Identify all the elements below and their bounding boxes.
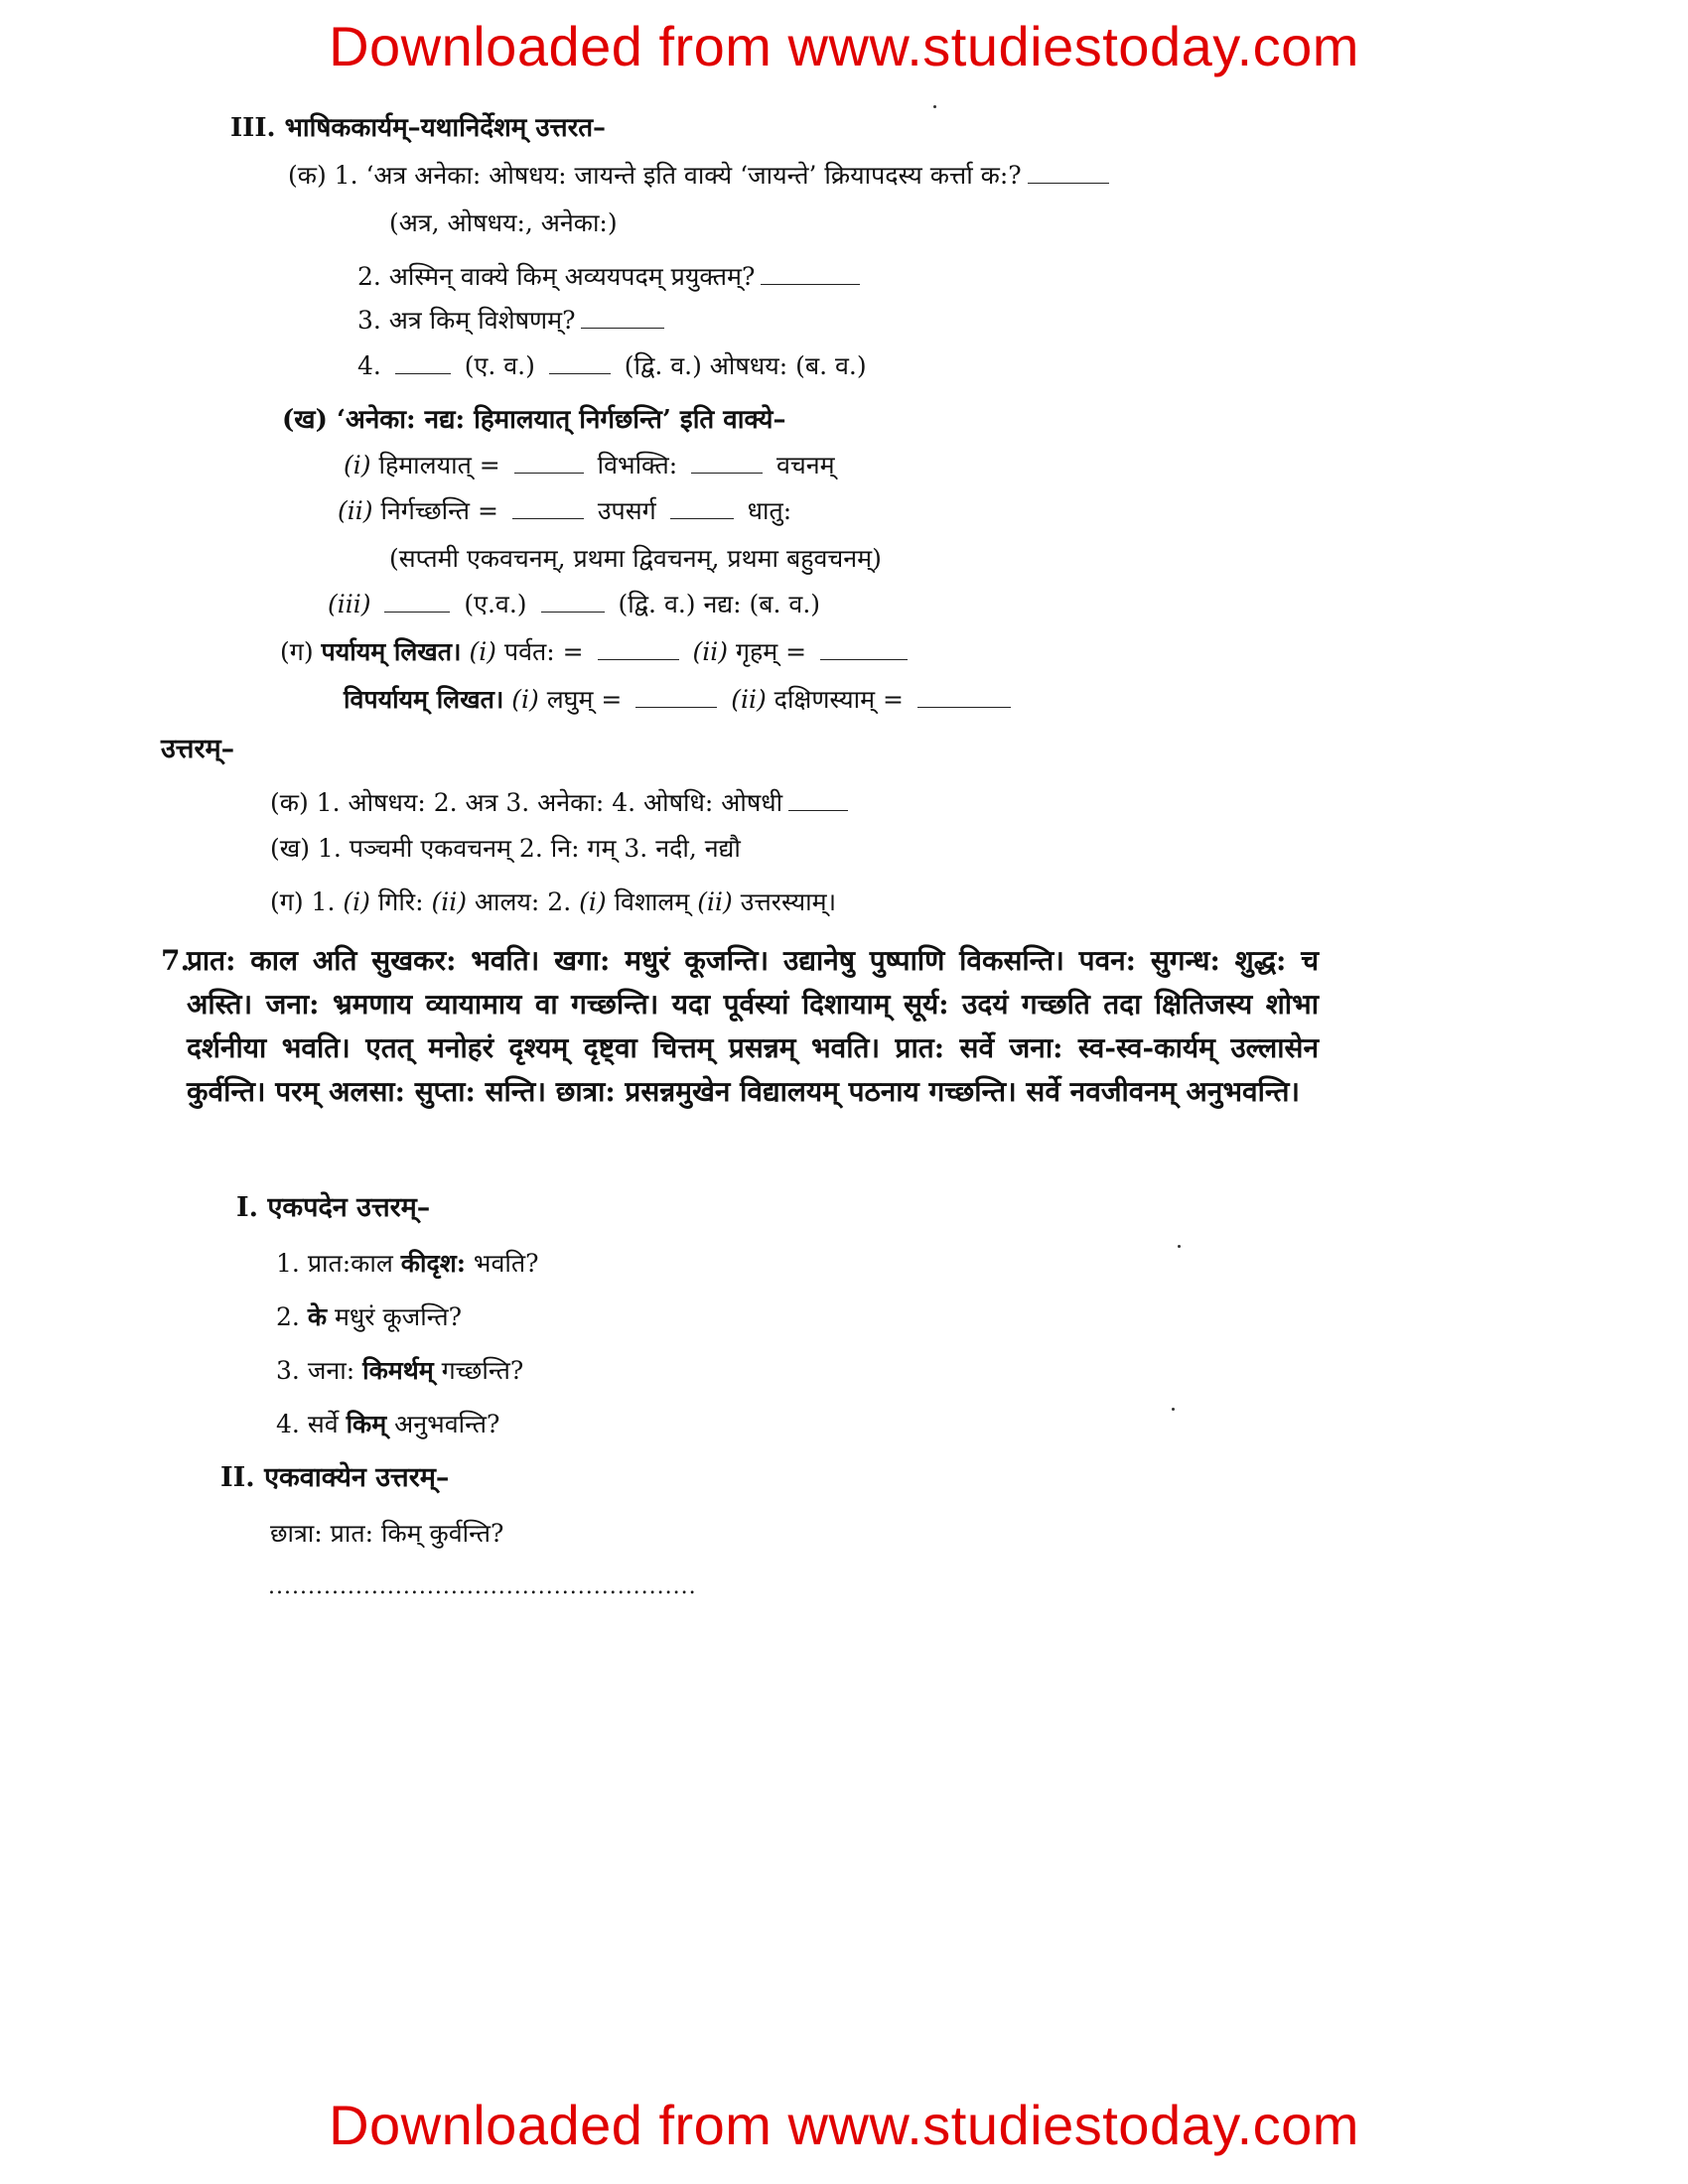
answer-blank (788, 793, 848, 812)
answer-ga-i: (i) (343, 887, 370, 916)
answer-ka (270, 786, 854, 820)
q7-I-q4-post: अनुभवन्ति? (394, 1410, 500, 1438)
kha-iii-num: (iii) (328, 590, 371, 618)
ga-ii-num: (ii) (692, 637, 728, 666)
answer-blank (917, 690, 1011, 709)
answer-blank (384, 595, 450, 614)
answers-heading: उत्तरम्– (161, 734, 235, 764)
answer-blank (549, 356, 611, 375)
answer-kha-text: 1. पञ्चमी एकवचनम् 2. नि: गम् 3. नदी, नद्यौ (317, 834, 741, 863)
ka-q1 (288, 159, 1115, 193)
section-3-roman: III. (230, 113, 276, 143)
q7-I-q3-pre: जना: (307, 1356, 355, 1385)
answer-ga-ii: (ii) (431, 887, 467, 916)
kha-i (344, 449, 835, 482)
q7-I-q2-bold: के (307, 1302, 328, 1331)
answer-ga-i2: (i) (579, 887, 607, 916)
q7-II-heading (220, 1461, 449, 1495)
kha-prompt (282, 403, 785, 437)
kha-i-num: (i) (344, 451, 371, 479)
ka-label: (क) (288, 161, 327, 190)
ga-label: (ग) (280, 637, 314, 666)
q7-II-question: छात्रा: प्रात: किम् कुर्वन्ति? (270, 1519, 504, 1548)
kha-ii-word: निर्गच्छन्ति = (380, 496, 498, 525)
ga-vii-num: (ii) (731, 685, 767, 714)
kha-iii-a: (ए.व.) (464, 590, 527, 618)
q7-I-q3-bold: किमर्थम् (362, 1356, 434, 1385)
answer-blank (514, 456, 584, 475)
header-banner: Downloaded from www.studiestoday.com (329, 15, 1359, 77)
footer-banner: Downloaded from www.studiestoday.com (329, 2094, 1359, 2156)
scan-speck (1172, 1408, 1175, 1411)
answer-blank (581, 311, 664, 330)
q7-I-q3-num: 3. (276, 1356, 300, 1385)
kha-i-mid: विभक्ति: (597, 451, 678, 479)
ka-q4-num: 4. (357, 351, 381, 380)
kha-i-word: हिमालयात् = (378, 451, 500, 479)
ka-q4 (357, 349, 867, 383)
q7-passage: प्रात: काल अति सुखकर: भवति। खगा: मधुरं कूजन्ति। उद्यानेषु पुष्पाणि विकसन्ति। पवन: सुगन्ध: शुद्ध: च अस्ति। जना: भ्रमणाय व्यायामाय वा गच्छन्ति। यदा पूर्वस्यां दिशायाम् सूर्य: उदयं गच्छति तदा क्षितिजस्य शोभा दर्शनीया भवति। एतत् मनोहरं दृश्यम् दृष्ट्वा चित्तम् प्रसन्नम् भवति। प्रात: सर्वे जना: स्व-स्व-कार्यम् उल्लासेन कुर्वन्ति। परम् अलसा: सुप्ता: सन्ति। छात्रा: प्रसन्नमुखेन विद्यालयम् पठनाय गच्छन्ति। सर्वे नवजीवनम् अनुभवन्ति। (187, 944, 1319, 1108)
q7-I-q1-pre: प्रात:काल (307, 1249, 393, 1278)
answer-ka-text: 1. ओषधय: 2. अत्र 3. अनेका: 4. ओषधि: ओषधी (316, 788, 783, 817)
q7-I-question-1 (276, 1247, 539, 1281)
kha-prompt-text: ‘अनेका: नद्य: हिमालयात् निर्गछन्ति’ इति वाक्ये– (336, 405, 786, 435)
ga-viparyaya-title: विपर्यायम् लिखत। (344, 685, 504, 714)
scan-speck (1178, 1245, 1181, 1248)
q7-number: 7. (161, 944, 191, 977)
answer-blank (512, 501, 584, 520)
q7-I-title: एकपदेन उत्तरम्– (267, 1192, 431, 1223)
kha-i-end: वचनम् (776, 451, 835, 479)
answer-blank (395, 356, 451, 375)
q7-I-q4-num: 4. (276, 1410, 300, 1438)
q7-I-q2-num: 2. (276, 1302, 300, 1331)
ka-q1-options: (अत्र, ओषधय:, अनेका:) (389, 208, 618, 237)
answer-ga-c: आलय: 2. (474, 887, 572, 916)
q7-I-q1-bold: कीदृश: (400, 1249, 466, 1278)
ga-vi-word: लघुम् = (546, 685, 623, 714)
q7-I-q4-pre: सर्वे (307, 1410, 339, 1438)
answer-ga-a: 1. (311, 887, 336, 916)
ga-i-num: (i) (469, 637, 496, 666)
kha-iii (328, 588, 820, 621)
q7-I-heading (236, 1191, 430, 1225)
answer-dotted-line: ...................................................... (268, 1574, 697, 1599)
answer-kha (270, 832, 741, 866)
answer-ga-d: विशालम् (614, 887, 690, 916)
ga-vi-num: (i) (511, 685, 539, 714)
answer-ga-label: (ग) (270, 887, 304, 916)
ka-q1-text: 1. ‘अत्र अनेका: ओषधय: जायन्ते इति वाक्ये ‘जायन्ते’ क्रियापदस्य कर्त्ता क:? (334, 161, 1022, 190)
kha-iii-b: (द्वि. व.) नद्य: (ब. व.) (618, 590, 821, 618)
answer-blank (1028, 166, 1109, 185)
q7-I-question-4 (276, 1408, 499, 1441)
answer-ga-ii2: (ii) (697, 887, 733, 916)
kha-ii-mid: उपसर्ग (597, 496, 656, 525)
q7-I-q3-post: गच्छन्ति? (441, 1356, 524, 1385)
answer-blank (670, 501, 734, 520)
kha-ii (338, 494, 791, 528)
q7-I-q1-num: 1. (276, 1249, 300, 1278)
answer-blank (541, 595, 605, 614)
answer-blank (761, 267, 860, 286)
answer-ga-b: गिरि: (377, 887, 424, 916)
answer-blank (635, 690, 717, 709)
answer-kha-label: (ख) (270, 834, 310, 863)
ga-vii-word: दक्षिणस्याम् = (774, 685, 904, 714)
q7-I-question-2 (276, 1300, 462, 1334)
section-3-title: भाषिककार्यम्–यथानिर्देशम् उत्तरत– (284, 113, 607, 143)
ga-viparyaya (344, 683, 1017, 717)
ka-q3 (357, 304, 670, 338)
kha-label: (ख) (282, 405, 328, 435)
q7-I-q4-bold: किम् (346, 1410, 387, 1438)
q7-II-title: एकवाक्येन उत्तरम्– (264, 1462, 450, 1493)
ga-paryaya (280, 635, 914, 669)
ka-q3-text: 3. अत्र किम् विशेषणम्? (357, 306, 576, 335)
q7-I-q2-post: मधुरं कूजन्ति? (334, 1302, 463, 1331)
kha-options: (सप्तमी एकवचनम्, प्रथमा द्विवचनम्, प्रथमा बहुवचनम्) (389, 544, 882, 573)
ka-q2-text: 2. अस्मिन् वाक्ये किम् अव्ययपदम् प्रयुक्तम्? (357, 262, 756, 291)
kha-ii-end: धातु: (747, 496, 792, 525)
answer-blank (598, 642, 679, 661)
answer-ga (270, 886, 836, 919)
ka-q2 (357, 260, 866, 294)
scan-speck (933, 105, 936, 108)
ka-q4-b: (द्वि. व.) ओषधय: (ब. व.) (624, 351, 867, 380)
answer-ga-e: उत्तरस्याम्। (740, 887, 837, 916)
ga-i-word: पर्वत: = (503, 637, 584, 666)
ka-q4-a: (ए. व.) (464, 351, 535, 380)
q7-I-roman: I. (236, 1192, 259, 1223)
answer-blank (820, 642, 908, 661)
section-3-heading (230, 111, 606, 145)
ga-paryaya-title: पर्यायम् लिखत। (321, 637, 462, 666)
q7-II-roman: II. (220, 1462, 255, 1493)
ga-ii-word: गृहम् = (735, 637, 807, 666)
q7-I-q1-post: भवति? (473, 1249, 539, 1278)
answer-ka-label: (क) (270, 788, 309, 817)
q7-I-question-3 (276, 1354, 523, 1388)
answer-blank (691, 456, 763, 475)
kha-ii-num: (ii) (338, 496, 373, 525)
